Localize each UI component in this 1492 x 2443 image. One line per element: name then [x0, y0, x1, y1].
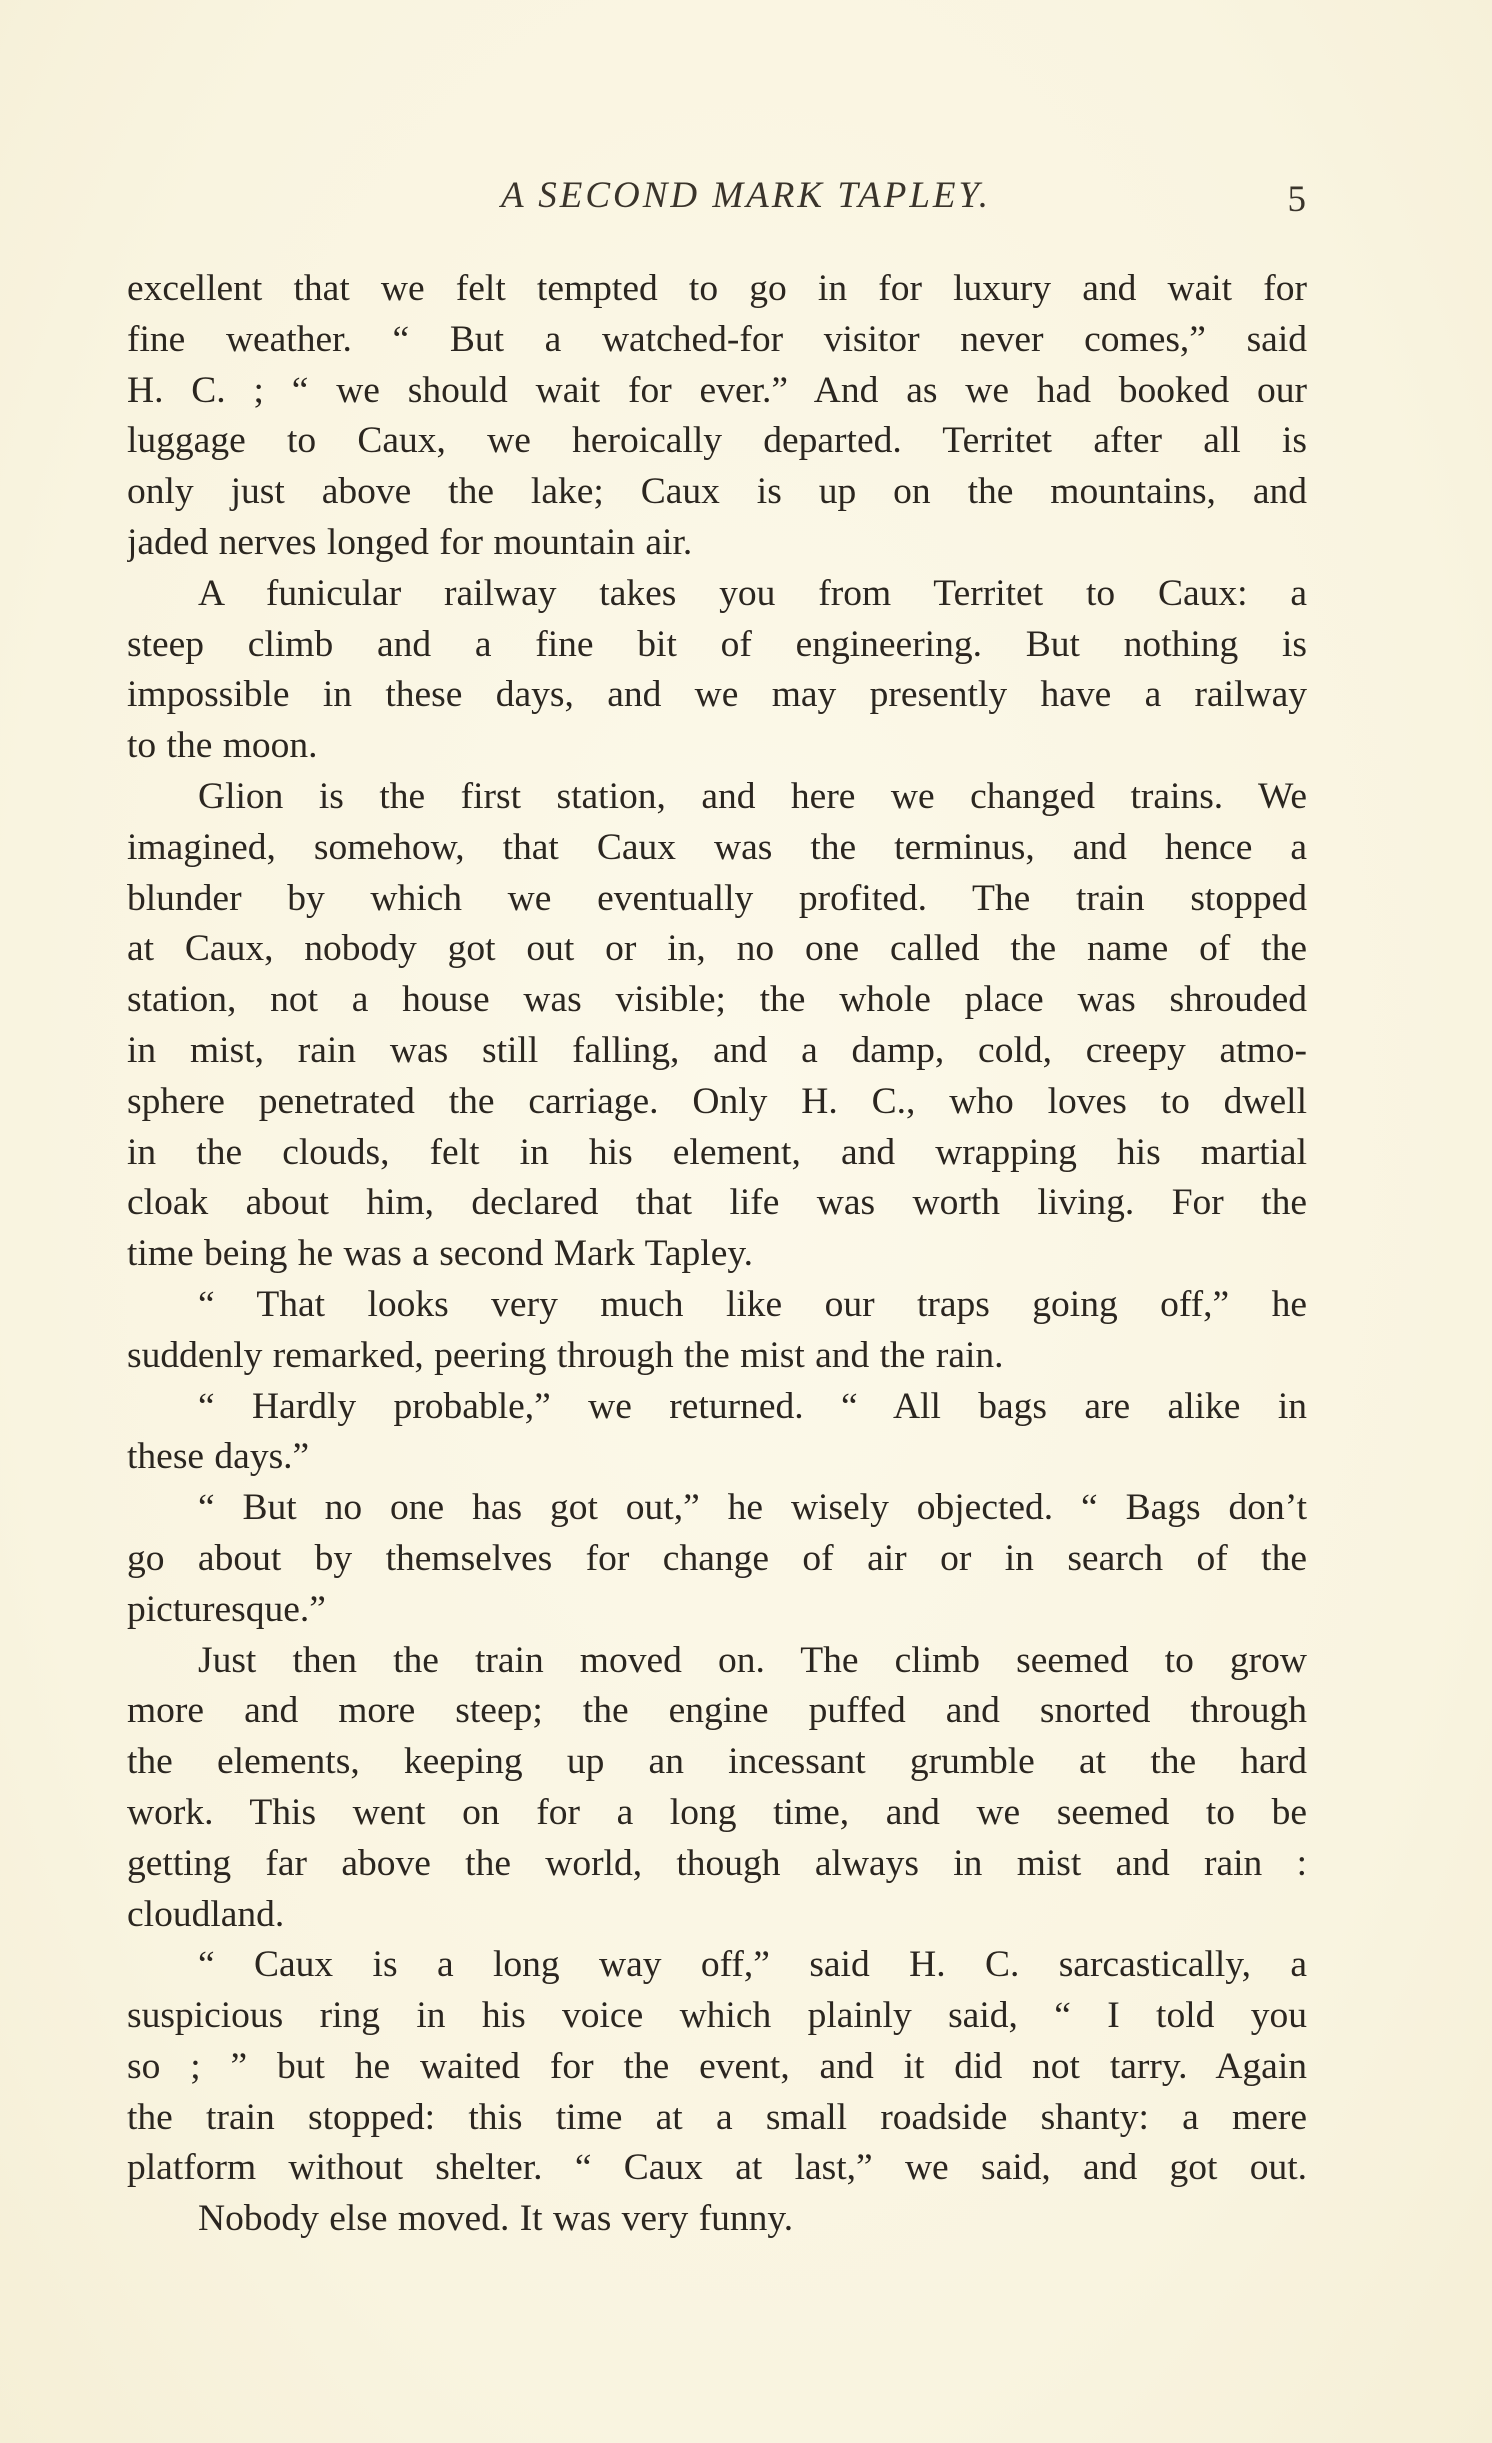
text-line: excellent that we felt tempted to go in for luxury and wait for — [127, 268, 1307, 309]
text-line: more and more steep; the engine puffed and snorted through — [127, 1690, 1307, 1732]
text-line: “ That looks very much like our traps going off,” he — [198, 1283, 1307, 1325]
text-line: cloak about him, declared that life was worth living. For the — [127, 1182, 1307, 1224]
text-line: at Caux, nobody got out or in, no one called the name of the — [127, 928, 1307, 970]
text-line: “ But no one has got out,” he wisely objected. “ Bags don’t — [198, 1487, 1307, 1529]
body-text — [127, 264, 1307, 2245]
text-line: go about by themselves for change of air or in search of the — [127, 1537, 1307, 1579]
text-line: impossible in these days, and we may presently have a railway — [127, 674, 1307, 716]
text-line: platform without shelter. “ Caux at last,” we said, and got out. — [127, 2147, 1307, 2189]
text-line: Just then the train moved on. The climb seemed to grow — [198, 1639, 1307, 1681]
text-line: “ Caux is a long way off,” said H. C. sarcastically, a — [198, 1944, 1307, 1986]
text-line: in the clouds, felt in his element, and wrapping his martial — [127, 1131, 1307, 1173]
text-line: Glion is the first station, and here we changed trains. We — [198, 775, 1307, 817]
text-line: blunder by which we eventually profited. The train stopped — [127, 877, 1307, 919]
text-line: time being he was a second Mark Tapley. — [127, 1233, 754, 1275]
text-line: jaded nerves longed for mountain air. — [127, 521, 693, 563]
text-line: only just above the lake; Caux is up on the mountains, and — [127, 471, 1307, 513]
text-line: sphere penetrated the carriage. Only H. C., who loves to dwell — [127, 1080, 1307, 1122]
text-line: picturesque.” — [127, 1588, 326, 1630]
text-line: cloudland. — [127, 1893, 285, 1935]
text-line: Nobody else moved. It was very funny. — [198, 2198, 794, 2240]
text-line: so ; ” but he waited for the event, and it did not tarry. Again — [127, 2045, 1307, 2087]
text-line: luggage to Caux, we heroically departed. Territet after all is — [127, 420, 1307, 462]
text-line: to the moon. — [127, 725, 318, 767]
text-line: the train stopped: this time at a small roadside shanty: a mere — [127, 2096, 1307, 2138]
text-line: these days.” — [127, 1436, 310, 1478]
text-line: suddenly remarked, peering through the mist and the rain. — [127, 1334, 1004, 1376]
text-line: “ Hardly probable,” we returned. “ All bags are alike in — [198, 1385, 1307, 1427]
text-line: getting far above the world, though always in mist and rain : — [127, 1842, 1307, 1884]
text-line: steep climb and a fine bit of engineering. But nothing is — [127, 623, 1307, 665]
text-line: fine weather. “ But a watched-for visitor never comes,” said — [127, 318, 1307, 360]
text-line: the elements, keeping up an incessant grumble at the hard — [127, 1741, 1307, 1783]
text-line: A funicular railway takes you from Territet to Caux: a — [198, 572, 1307, 614]
text-line: work. This went on for a long time, and we seemed to be — [127, 1791, 1307, 1833]
running-head — [0, 168, 1492, 228]
page-number: 5 — [1287, 179, 1306, 220]
text-line: station, not a house was visible; the whole place was shrouded — [127, 979, 1307, 1021]
text-line: in mist, rain was still falling, and a damp, cold, creepy atmo- — [127, 1029, 1307, 1071]
text-line: imagined, somehow, that Caux was the terminus, and hence a — [127, 826, 1307, 868]
running-title: A SECOND MARK TAPLEY. — [501, 175, 991, 216]
text-line: suspicious ring in his voice which plainly said, “ I told you — [127, 1995, 1307, 2037]
text-line: H. C. ; “ we should wait for ever.” And as we had booked our — [127, 369, 1307, 411]
